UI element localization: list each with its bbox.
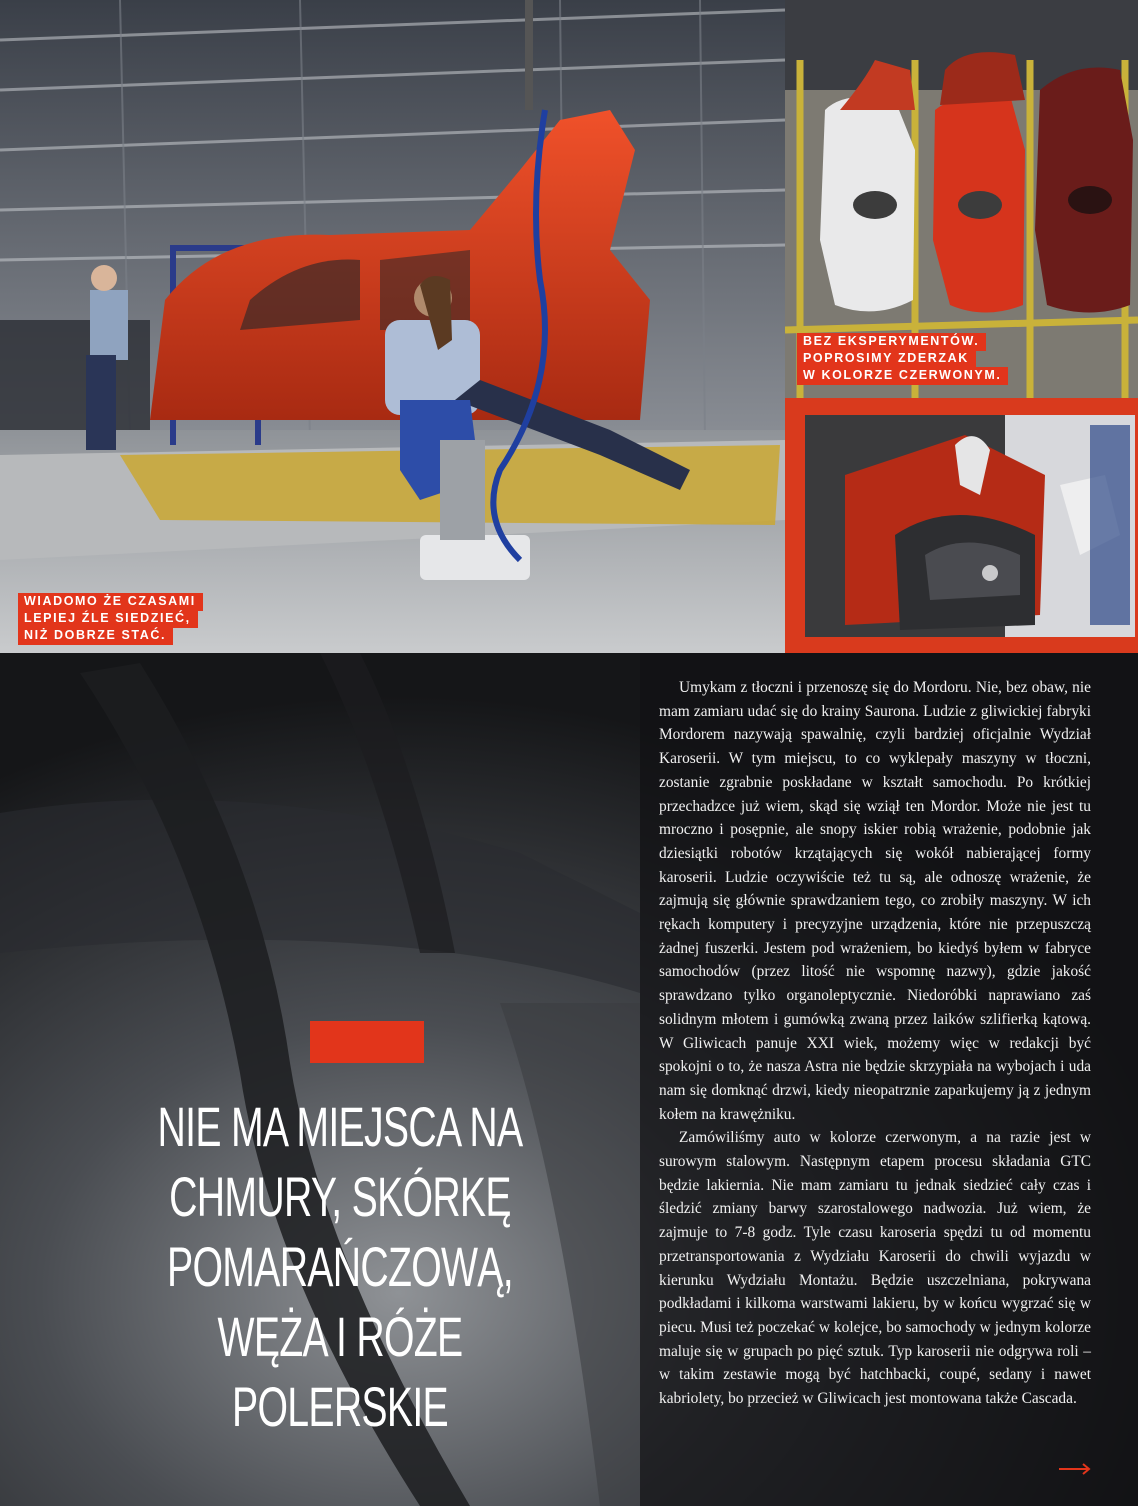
accent-bar bbox=[310, 1021, 424, 1063]
article-body bbox=[659, 676, 1091, 1411]
caption-line: WIADOMO ŻE CZASAMI bbox=[18, 593, 203, 611]
headline-line: WĘŻA I RÓŻE bbox=[217, 1305, 463, 1368]
arrow-right-icon bbox=[1057, 1461, 1093, 1477]
caption-line: LEPIEJ ŹLE SIEDZIEĆ, bbox=[18, 610, 198, 628]
headline-line: POMARAŃCZOWĄ, bbox=[167, 1235, 513, 1298]
photo-assembly-line bbox=[0, 0, 785, 653]
caption-line: BEZ EKSPERYMENTÓW. bbox=[797, 333, 986, 351]
caption-line: NIŻ DOBRZE STAĆ. bbox=[18, 627, 173, 645]
caption-line: POPROSIMY ZDERZAK bbox=[797, 350, 976, 368]
headline-line: CHMURY, SKÓRKĘ bbox=[169, 1165, 511, 1228]
article-paragraph: Umykam z tłoczni i przenoszę się do Mordoru. Nie, bez obaw, nie mam zamiaru udać się do krainy Saurona. Ludzie z gliwickiej fabryki Mordorem nazywają spawalnię, czyli bardziej oficjalnie Wydział Karoserii. W tym miejscu, to co wyklepały maszyny w tłoczni, zostanie zgrabnie poskładane w kształt samochodu. Po krótkiej przechadzce już wiem, skąd się wziął ten Mordor. Może nie jest tu mroczno i posępnie, ale snopy iskier robią wrażenie, podobnie jak dziesiątki robotów krzątających się wokół nabierającej formy karoserii. Ludzie oczywiście też tu są, ale odnoszę wrażenie, że zajmują się głównie sprawdzaniem tego, co zrobiły maszyny. W ich rękach komputery i precyzyjne urządzenia, które nie przepuszczą żadnej fuszerki. Jestem pod wrażeniem, bo kiedyś byłem w fabryce samochodów (przez litość nie wspomnę nazwy), gdzie jakość sprawdzano tylko organoleptycznie. Niedoróbki naprawiano zaś solidnym młotem i gumówką zwaną przez laików szlifierką kątową. W Gliwicach panuje XXI wiek, możemy więc w redakcji być spokojni o to, że nasza Astra nie będzie skrzypiała na wybojach i uda nam się domknąć drzwi, kiedy nieopatrznie zaparkujemy ją z jednym kołem na krawężniku. bbox=[659, 679, 1091, 1123]
headline bbox=[144, 1092, 536, 1442]
headline-line: POLERSKIE bbox=[232, 1375, 448, 1438]
photo-engine-bay bbox=[785, 398, 1138, 653]
caption-line: W KOLORZE CZERWONYM. bbox=[797, 367, 1008, 385]
article-paragraph: Zamówiliśmy auto w kolorze czerwonym, a na razie jest w surowym stalowym. Następnym etapem procesu składania GTC będzie lakiernia. Nie mam zamiaru tu jednak siedzieć cały czas i śledzić zmiany barwy szarostalowego nadwozia. Już wiem, że zajmuje to 7-8 godz. Tyle czasu karoseria spędzi tu od momentu przetransportowania z Wydziału Karoserii do chwili wyjazdu w kierunku Wydziału Montażu. Będzie uszczelniana, pokrywana podkładami i kilkoma warstwami lakieru, by w końcu wygrzać się w piecu. Musi też poczekać w kolejce, bo samochody w jednym kolorze maluje się w grupach po pięć sztuk. Typ karoserii nie odgrywa roli – w takim zestawie mogą być hatchbacki, coupé, sedany i nawet kabriolety, bo przecież w Gliwicach jest montowana także Cascada. bbox=[659, 1129, 1091, 1408]
headline-line: NIE MA MIEJSCA NA bbox=[157, 1095, 523, 1158]
